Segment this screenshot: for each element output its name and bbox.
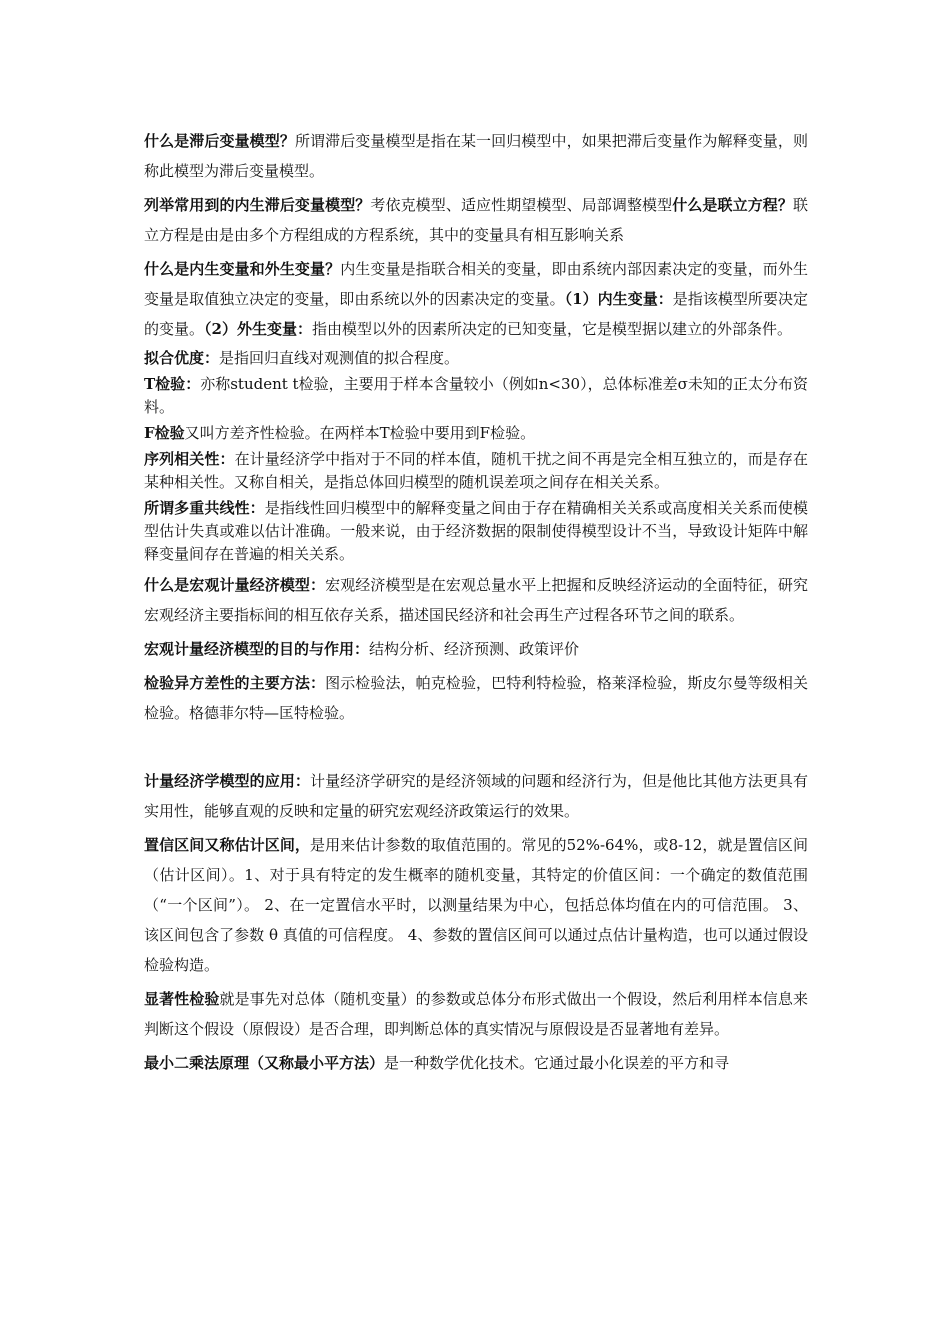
term: F检验	[144, 424, 185, 442]
term: （1）内生变量：	[564, 290, 673, 308]
definition: 结构分析、经济预测、政策评价	[369, 640, 580, 658]
paragraph-econometric-applications	[144, 766, 808, 826]
term: 显著性检验	[144, 990, 220, 1008]
paragraph-endogenous-exogenous	[144, 254, 808, 344]
term: 什么是宏观计量经济模型：	[144, 576, 326, 594]
definition: 在计量经济学中指对于不同的样本值，随机干扰之间不再是完全相互独立的，而是存在某种相关性。又称自相关，是指总体回归模型的随机误差项之间存在相关关系。	[144, 450, 808, 491]
term: 什么是联立方程？	[672, 196, 793, 214]
paragraph-goodness-of-fit	[144, 347, 808, 370]
paragraph-f-test	[144, 422, 808, 445]
paragraph-macro-model	[144, 570, 808, 630]
definition: 是指线性回归模型中的解释变量之间由于存在精确相关关系或高度相关关系而使模型估计失真或难以估计准确。一般来说，由于经济数据的限制使得模型设计不当，导致设计矩阵中解释变量间存在普遍的相关关系。	[144, 499, 808, 563]
term: T检验：	[144, 375, 201, 393]
definition: 所谓滞后变量模型是指在某一回归模型中，如果把滞后变量作为解释变量，则称此模型为滞后变量模型。	[144, 132, 808, 180]
paragraph-significance-test	[144, 984, 808, 1044]
term: 宏观计量经济模型的目的与作用：	[144, 640, 370, 658]
term: 列举常用到的内生滞后变量模型？	[144, 196, 371, 214]
paragraph-macro-model-purpose	[144, 634, 808, 664]
paragraph-t-test	[144, 373, 808, 419]
definition: 是指该模型所要决定的变量。	[144, 290, 808, 338]
definition: 是一种数学优化技术。它通过最小化误差的平方和寻	[384, 1054, 730, 1072]
definition: 指由模型以外的因素所决定的已知变量，它是模型据以建立的外部条件。	[311, 320, 792, 338]
term: 计量经济学模型的应用：	[144, 772, 311, 790]
paragraph-lag-model	[144, 126, 808, 186]
term: 最小二乘法原理（又称最小平方法）	[144, 1054, 385, 1072]
definition: 亦称student t检验，主要用于样本含量较小（例如n<30），总体标准差σ未知的正太分布资料。	[144, 375, 808, 416]
term: 拟合优度：	[144, 349, 220, 367]
paragraph-heteroscedasticity-tests	[144, 668, 808, 728]
document-body	[144, 126, 808, 1078]
term: 所谓多重共线性：	[144, 499, 265, 517]
paragraph-multicollinearity	[144, 497, 808, 566]
term: 置信区间又称估计区间，	[144, 836, 311, 854]
definition: 联立方程是由是由多个方程组成的方程系统，其中的变量具有相互影响关系	[144, 196, 808, 244]
term: 什么是内生变量和外生变量？	[144, 260, 341, 278]
definition: 又叫方差齐性检验。在两样本T检验中要用到F检验。	[184, 424, 536, 442]
definition: 考依克模型、适应性期望模型、局部调整模型	[370, 196, 673, 214]
term: 序列相关性：	[144, 450, 235, 468]
definition: 是用来估计参数的取值范围的。常见的52%-64%，或8-12，就是置信区间（估计区间）。1、对于具有特定的发生概率的随机变量，其特定的价值区间：一个确定的数值范围（“一个区间”）。 2、在一定置信水平时，以测量结果为中心，包括总体均值在内的可信范围。 3、该区间包含了参数 θ 真值的可信程度。 4、参数的置信区间可以通过点估计量构造，也可以通过假设检验构造。	[144, 836, 808, 974]
term: 什么是滞后变量模型？	[144, 132, 295, 150]
definition: 是指回归直线对观测值的拟合程度。	[219, 349, 460, 367]
definition: 宏观经济模型是在宏观总量水平上把握和反映经济运动的全面特征，研究宏观经济主要指标间的相互依存关系，描述国民经济和社会再生产过程各环节之间的联系。	[144, 576, 808, 624]
definition: 图示检验法，帕克检验，巴特利特检验，格莱泽检验，斯皮尔曼等级相关检验。格德菲尔特—匡特检验。	[144, 674, 808, 722]
paragraph-endogenous-lag-models	[144, 190, 808, 250]
definition: 内生变量是指联合相关的变量，即由系统内部因素决定的变量，而外生变量是取值独立决定的变量，即由系统以外的因素决定的变量。	[144, 260, 808, 308]
term: 检验异方差性的主要方法：	[144, 674, 326, 692]
definition: 计量经济学研究的是经济领域的问题和经济行为，但是他比其他方法更具有实用性，能够直观的反映和定量的研究宏观经济政策运行的效果。	[144, 772, 808, 820]
paragraph-confidence-interval	[144, 830, 808, 980]
definition: 就是事先对总体（随机变量）的参数或总体分布形式做出一个假设，然后利用样本信息来判断这个假设（原假设）是否合理，即判断总体的真实情况与原假设是否显著地有差异。	[144, 990, 808, 1038]
paragraph-least-squares	[144, 1048, 808, 1078]
term: （2）外生变量：	[204, 320, 312, 338]
paragraph-serial-correlation	[144, 448, 808, 494]
